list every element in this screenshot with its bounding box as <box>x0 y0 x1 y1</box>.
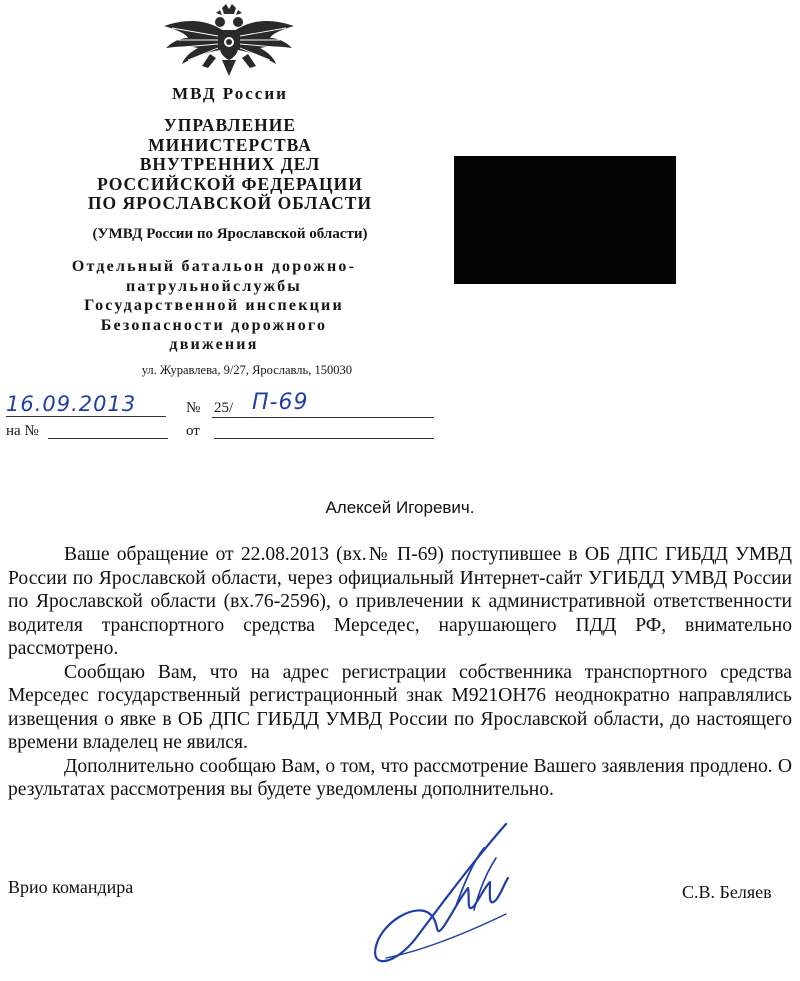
paragraph: Дополнительно сообщаю Вам, о том, что рассмотрение Вашего заявления продлено. О результатах рассмотрения вы будете уведомлены дополнительно. <box>8 755 792 800</box>
signer-name: С.В. Беляев <box>682 882 772 902</box>
eagle-emblem-icon <box>158 4 300 80</box>
letter-body <box>8 543 792 802</box>
unit-name <box>0 257 434 355</box>
number-label: № <box>186 400 201 416</box>
unit-line: Отдельный батальон дорожно- <box>71 258 357 275</box>
from-label: от <box>186 423 200 439</box>
unit-line: Безопасности дорожного <box>100 316 328 334</box>
unit-line: патрульнойслужбы <box>126 277 302 295</box>
handwritten-signature <box>356 818 526 972</box>
unit-line: движения <box>169 336 259 353</box>
department-line: РОССИЙСКОЙ ФЕДЕРАЦИИ <box>97 173 363 194</box>
sender-address: ул. Журавлева, 9/27, Ярославль, 150030 <box>141 363 352 377</box>
department-name <box>0 116 460 214</box>
reference-label: на № <box>6 423 39 439</box>
from-underline <box>214 438 434 439</box>
department-line: ВНУТРЕННИХ ДЕЛ <box>139 154 321 174</box>
date-underline <box>6 416 166 417</box>
registration-date-handwritten: 16.09.2013 <box>6 392 137 416</box>
department-line: ПО ЯРОСЛАВСКОЙ ОБЛАСТИ <box>87 193 373 213</box>
reference-underline <box>48 438 168 439</box>
registration-number-handwritten: П-69 <box>252 390 309 415</box>
paragraph: Ваше обращение от 22.08.2013 (вх.№ П-69) поступившее в ОБ ДПС ГИБДД УМВД России по Ярославской области, через официальный Интернет-сайт УГИБДД УМВД России по Ярославской области (вх.76-2596), о привлечении к административной ответственности водителя транспортного средства Мерседес, нарушающего ПДД РФ, внимательно рассмотрено. <box>8 544 792 659</box>
unit-line: Государственной инспекции <box>84 297 344 314</box>
department-line: УПРАВЛЕНИЕ <box>163 115 297 135</box>
ministry-short-name: МВД России <box>172 84 288 103</box>
signer-position: Врио командира <box>8 877 134 897</box>
greeting: Алексей Игоревич. <box>325 498 475 517</box>
number-underline <box>212 417 434 418</box>
department-abbreviation: (УМВД России по Ярославской области) <box>92 226 368 242</box>
department-line: МИНИСТЕРСТВА <box>148 134 312 155</box>
redacted-recipient-block <box>454 156 676 284</box>
paragraph: Сообщаю Вам, что на адрес регистрации собственника транспортного средства Мерседес государственный регистрационный знак М921ОН76 неоднократно направлялись извещения о явке в ОБ ДПС ГИБДД УМВД России по Ярославской области, до настоящего времени владелец не явился. <box>8 661 792 753</box>
number-prefix: 25/ <box>214 400 234 416</box>
